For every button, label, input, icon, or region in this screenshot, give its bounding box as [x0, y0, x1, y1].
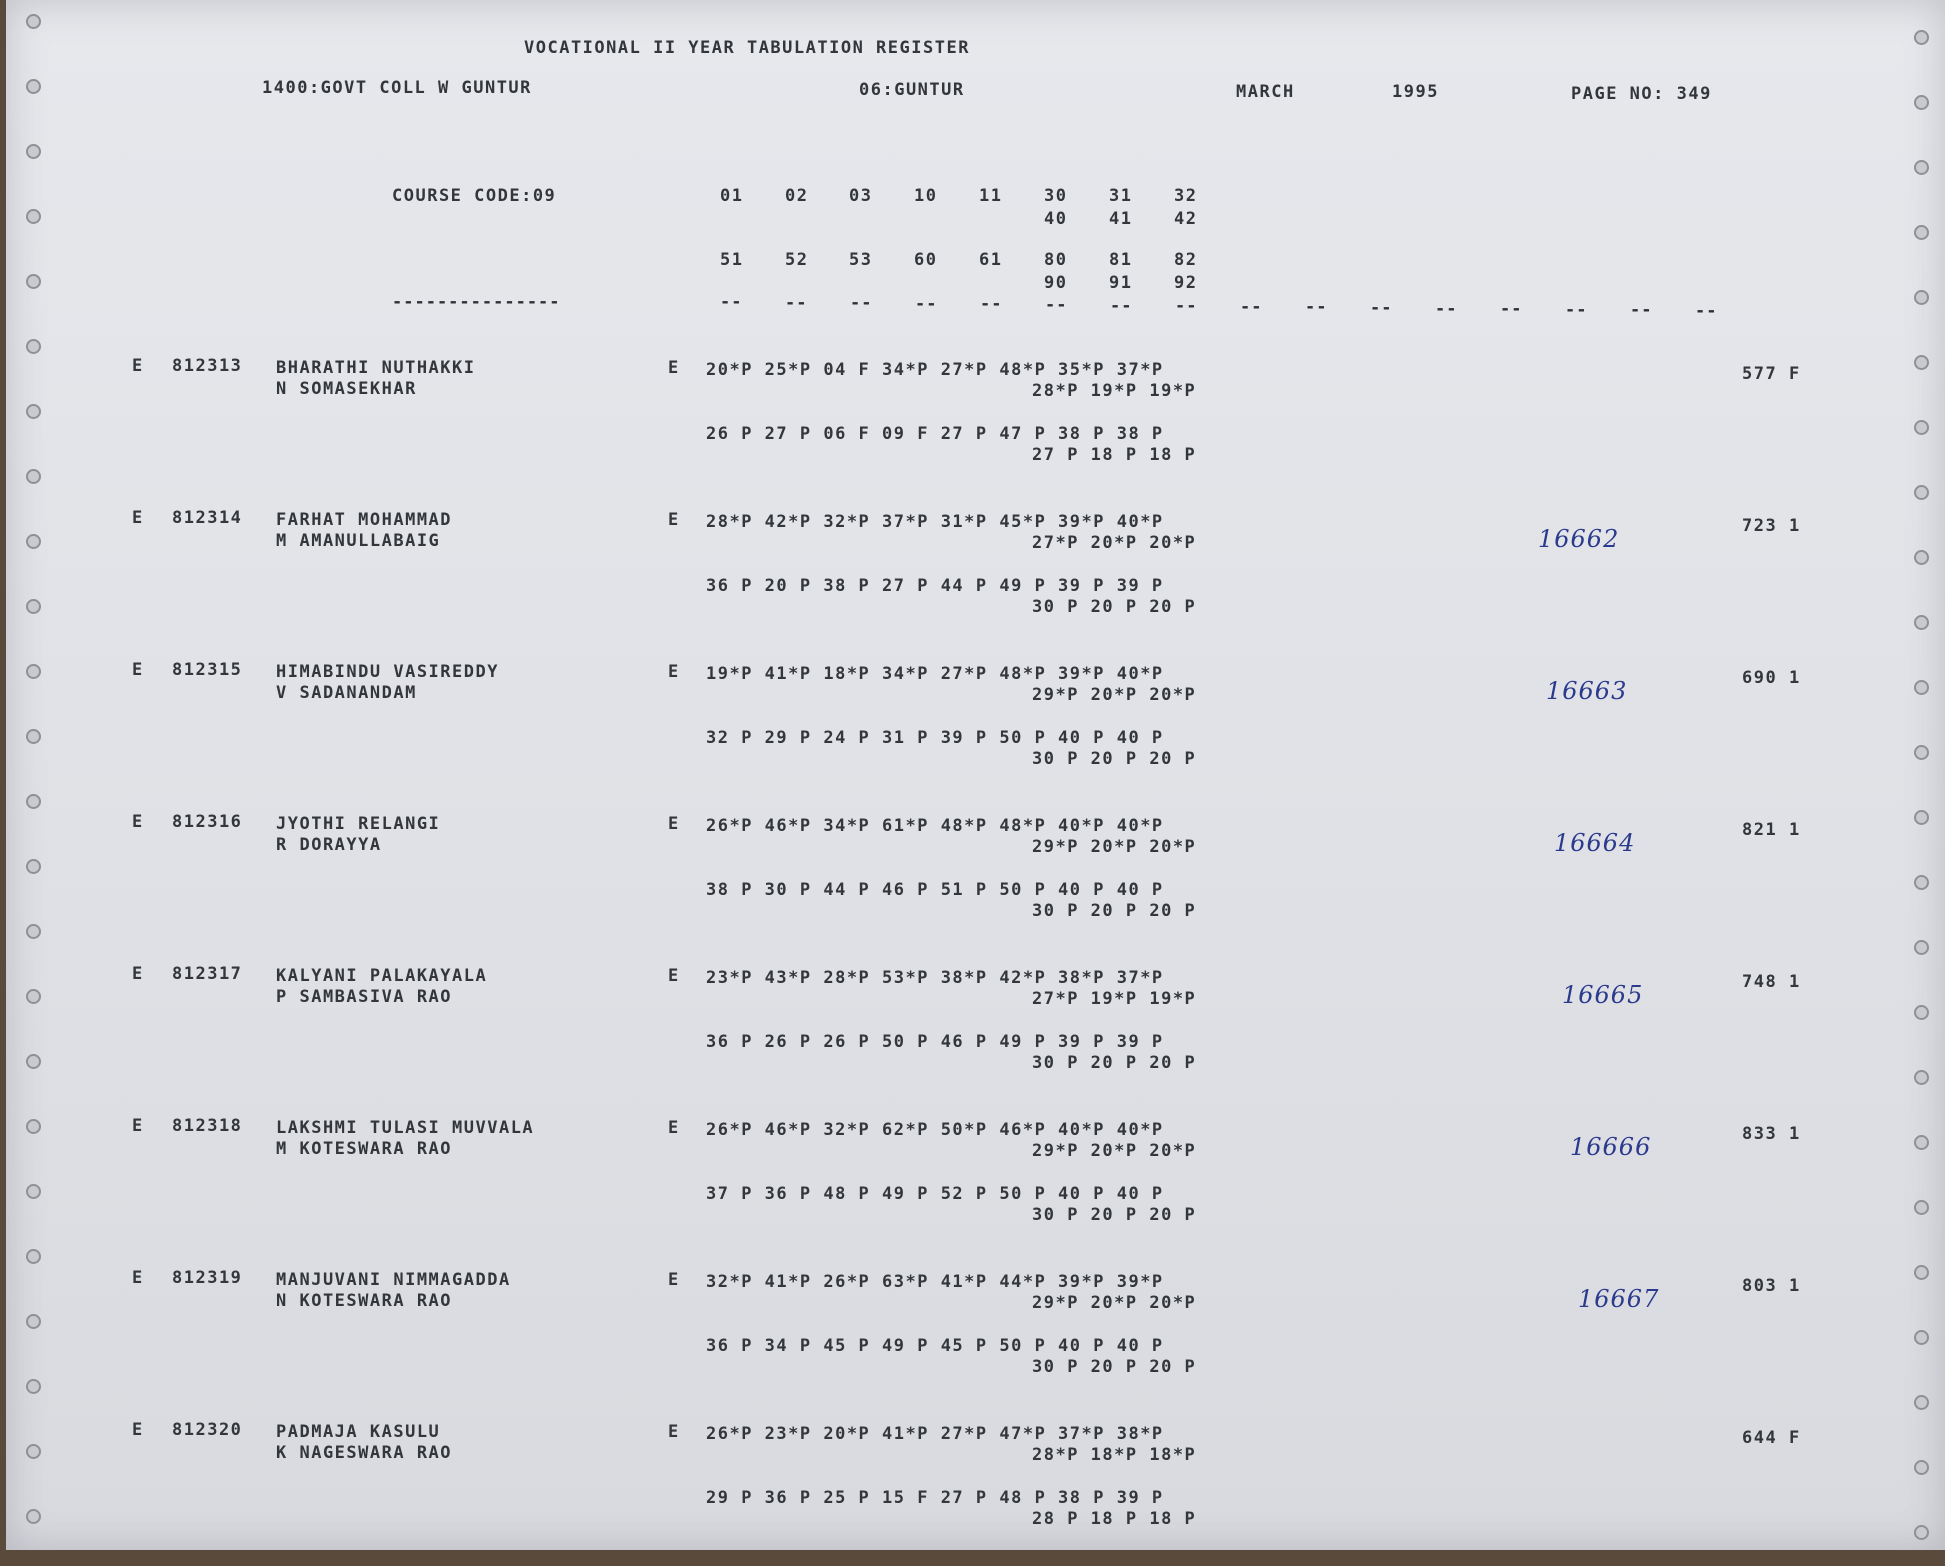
marks-part2-extra: 30 P 20 P 20 P	[1032, 1205, 1197, 1225]
column-rule: --	[1175, 296, 1198, 316]
total-result: 748 1	[1742, 972, 1801, 992]
feed-hole	[26, 404, 41, 419]
roll-number: 812317	[172, 964, 243, 984]
feed-hole	[26, 1314, 41, 1329]
feed-hole	[1914, 225, 1929, 240]
exam-flag: E	[668, 1270, 680, 1290]
feed-hole	[1914, 420, 1929, 435]
marks-part2-extra: 30 P 20 P 20 P	[1032, 1357, 1197, 1377]
roll-number: 812314	[172, 508, 243, 528]
exam-flag: E	[668, 662, 680, 682]
subject-code: 91	[1109, 273, 1133, 293]
feed-hole	[1914, 1525, 1929, 1540]
marks-part1-extra: 29*P 20*P 20*P	[1032, 837, 1197, 857]
feed-hole	[26, 79, 41, 94]
roll-number: 812318	[172, 1116, 243, 1136]
subject-code: 92	[1174, 273, 1198, 293]
parent-name: K NAGESWARA RAO	[276, 1443, 453, 1463]
column-rule: --	[1110, 296, 1133, 316]
marks-part2: 38 P 30 P 44 P 46 P 51 P 50 P 40 P 40 P	[706, 880, 1164, 900]
marks-part1: 23*P 43*P 28*P 53*P 38*P 42*P 38*P 37*P	[706, 968, 1164, 988]
subject-code: 32	[1174, 186, 1198, 206]
feed-hole	[26, 989, 41, 1004]
column-rule: --	[1045, 295, 1068, 315]
student-name: KALYANI PALAKAYALA	[276, 966, 488, 986]
subject-code: 10	[914, 186, 938, 206]
total-result: 723 1	[1742, 516, 1801, 536]
marks-part2-extra: 28 P 18 P 18 P	[1032, 1509, 1197, 1529]
subject-code: 53	[849, 250, 873, 270]
exam-year: 1995	[1392, 82, 1439, 102]
column-rule: --	[915, 294, 938, 314]
feed-hole	[1914, 1330, 1929, 1345]
feed-hole	[26, 664, 41, 679]
feed-hole	[1914, 290, 1929, 305]
feed-hole	[26, 274, 41, 289]
handwritten-serial: 16666	[1570, 1133, 1652, 1161]
feed-hole	[26, 534, 41, 549]
handwritten-serial: 16663	[1546, 677, 1628, 705]
student-name: PADMAJA KASULU	[276, 1422, 441, 1442]
column-rule: --	[1240, 297, 1263, 317]
roll-number: 812319	[172, 1268, 243, 1288]
column-rule: --	[1305, 297, 1328, 317]
marks-part1-extra: 27*P 19*P 19*P	[1032, 989, 1197, 1009]
total-result: 833 1	[1742, 1124, 1801, 1144]
marks-part1-extra: 28*P 19*P 19*P	[1032, 381, 1197, 401]
feed-hole	[1914, 1395, 1929, 1410]
column-rule: --	[785, 293, 808, 313]
record-type: E	[132, 1116, 144, 1136]
parent-name: R DORAYYA	[276, 835, 382, 855]
feed-hole	[1914, 1460, 1929, 1475]
marks-part2-extra: 30 P 20 P 20 P	[1032, 597, 1197, 617]
marks-part1-extra: 29*P 20*P 20*P	[1032, 685, 1197, 705]
handwritten-serial: 16664	[1554, 829, 1636, 857]
record-type: E	[132, 1268, 144, 1288]
student-name: LAKSHMI TULASI MUVVALA	[276, 1118, 535, 1138]
parent-name: V SADANANDAM	[276, 683, 417, 703]
marks-part1-extra: 27*P 20*P 20*P	[1032, 533, 1197, 553]
feed-hole	[26, 794, 41, 809]
feed-hole	[26, 469, 41, 484]
marks-part2: 26 P 27 P 06 F 09 F 27 P 47 P 38 P 38 P	[706, 424, 1164, 444]
roll-number: 812320	[172, 1420, 243, 1440]
exam-flag: E	[668, 966, 680, 986]
feed-hole	[26, 1119, 41, 1134]
feed-hole	[26, 209, 41, 224]
marks-part1-extra: 29*P 20*P 20*P	[1032, 1293, 1197, 1313]
marks-part1: 32*P 41*P 26*P 63*P 41*P 44*P 39*P 39*P	[706, 1272, 1164, 1292]
marks-part1-extra: 28*P 18*P 18*P	[1032, 1445, 1197, 1465]
marks-part2: 29 P 36 P 25 P 15 F 27 P 48 P 38 P 39 P	[706, 1488, 1164, 1508]
marks-part2-extra: 30 P 20 P 20 P	[1032, 749, 1197, 769]
subject-code: 01	[720, 186, 744, 206]
student-name: JYOTHI RELANGI	[276, 814, 441, 834]
subject-code: 11	[979, 186, 1003, 206]
feed-hole	[26, 599, 41, 614]
record-type: E	[132, 964, 144, 984]
feed-hole	[1914, 550, 1929, 565]
feed-hole	[1914, 160, 1929, 175]
exam-flag: E	[668, 814, 680, 834]
marks-part1: 28*P 42*P 32*P 37*P 31*P 45*P 39*P 40*P	[706, 512, 1164, 532]
exam-month: MARCH	[1236, 82, 1295, 102]
parent-name: N KOTESWARA RAO	[276, 1291, 453, 1311]
total-result: 821 1	[1742, 820, 1801, 840]
marks-part2-extra: 30 P 20 P 20 P	[1032, 1053, 1197, 1073]
subject-code: 90	[1044, 273, 1068, 293]
record-type: E	[132, 1420, 144, 1440]
subject-code: 61	[979, 250, 1003, 270]
feed-hole	[1914, 940, 1929, 955]
roll-number: 812315	[172, 660, 243, 680]
record-type: E	[132, 508, 144, 528]
feed-hole	[1914, 95, 1929, 110]
feed-hole	[1914, 875, 1929, 890]
subject-code: 41	[1109, 209, 1133, 229]
marks-part2: 36 P 26 P 26 P 50 P 46 P 49 P 39 P 39 P	[706, 1032, 1164, 1052]
feed-hole	[26, 859, 41, 874]
feed-hole	[26, 924, 41, 939]
subject-code: 82	[1174, 250, 1198, 270]
marks-part2: 36 P 20 P 38 P 27 P 44 P 49 P 39 P 39 P	[706, 576, 1164, 596]
feed-hole	[26, 14, 41, 29]
subject-code: 51	[720, 250, 744, 270]
handwritten-serial: 16665	[1562, 981, 1644, 1009]
marks-part2-extra: 30 P 20 P 20 P	[1032, 901, 1197, 921]
record-type: E	[132, 660, 144, 680]
feed-hole	[26, 1509, 41, 1524]
feed-hole	[26, 1184, 41, 1199]
feed-hole	[1914, 1070, 1929, 1085]
marks-part2: 36 P 34 P 45 P 49 P 45 P 50 P 40 P 40 P	[706, 1336, 1164, 1356]
feed-hole	[1914, 810, 1929, 825]
subject-code: 52	[785, 250, 809, 270]
feed-hole	[1914, 745, 1929, 760]
column-rule: --	[1370, 298, 1393, 318]
feed-hole	[26, 339, 41, 354]
subject-code: 02	[785, 186, 809, 206]
page-number: PAGE NO: 349	[1571, 84, 1712, 104]
subject-code: 60	[914, 250, 938, 270]
subject-code: 30	[1044, 186, 1068, 206]
total-result: 803 1	[1742, 1276, 1801, 1296]
column-rule: --	[1500, 299, 1523, 319]
feed-hole	[1914, 1200, 1929, 1215]
record-type: E	[132, 356, 144, 376]
feed-hole	[1914, 485, 1929, 500]
exam-flag: E	[668, 358, 680, 378]
feed-hole	[1914, 30, 1929, 45]
roll-number: 812316	[172, 812, 243, 832]
course-code-label: COURSE CODE:09	[392, 186, 557, 206]
feed-hole	[1914, 1265, 1929, 1280]
parent-name: M KOTESWARA RAO	[276, 1139, 453, 1159]
marks-part1: 20*P 25*P 04 F 34*P 27*P 48*P 35*P 37*P	[706, 360, 1164, 380]
register-title: VOCATIONAL II YEAR TABULATION REGISTER	[524, 38, 970, 58]
roll-number: 812313	[172, 356, 243, 376]
parent-name: M AMANULLABAIG	[276, 531, 441, 551]
column-rule: --	[1565, 300, 1588, 320]
feed-hole	[26, 1054, 41, 1069]
handwritten-serial: 16662	[1538, 525, 1620, 553]
column-rule: --	[850, 293, 873, 313]
feed-hole	[26, 1249, 41, 1264]
feed-hole	[26, 729, 41, 744]
marks-part2: 37 P 36 P 48 P 49 P 52 P 50 P 40 P 40 P	[706, 1184, 1164, 1204]
tabulation-register-sheet	[6, 0, 1945, 1550]
parent-name: P SAMBASIVA RAO	[276, 987, 453, 1007]
parent-name: N SOMASEKHAR	[276, 379, 417, 399]
column-rule: --	[1695, 301, 1718, 321]
feed-hole	[1914, 615, 1929, 630]
subject-code: 40	[1044, 209, 1068, 229]
subject-code: 81	[1109, 250, 1133, 270]
student-name: BHARATHI NUTHAKKI	[276, 358, 476, 378]
total-result: 644 F	[1742, 1428, 1801, 1448]
exam-flag: E	[668, 1422, 680, 1442]
marks-part2-extra: 27 P 18 P 18 P	[1032, 445, 1197, 465]
marks-part2: 32 P 29 P 24 P 31 P 39 P 50 P 40 P 40 P	[706, 728, 1164, 748]
exam-flag: E	[668, 1118, 680, 1138]
feed-hole	[26, 1379, 41, 1394]
total-result: 690 1	[1742, 668, 1801, 688]
student-name: FARHAT MOHAMMAD	[276, 510, 453, 530]
feed-hole	[1914, 355, 1929, 370]
feed-hole	[26, 1444, 41, 1459]
marks-part1: 26*P 46*P 34*P 61*P 48*P 48*P 40*P 40*P	[706, 816, 1164, 836]
total-result: 577 F	[1742, 364, 1801, 384]
exam-flag: E	[668, 510, 680, 530]
subject-code: 42	[1174, 209, 1198, 229]
column-rule: --	[720, 292, 743, 312]
feed-hole	[1914, 680, 1929, 695]
feed-hole	[26, 144, 41, 159]
column-rule: --	[980, 294, 1003, 314]
subject-code: 03	[849, 186, 873, 206]
column-rule: --	[1435, 299, 1458, 319]
feed-hole	[1914, 1135, 1929, 1150]
student-name: HIMABINDU VASIREDDY	[276, 662, 499, 682]
district-code: 06:GUNTUR	[859, 80, 965, 100]
column-rule: --	[1630, 300, 1653, 320]
marks-part1: 26*P 23*P 20*P 41*P 27*P 47*P 37*P 38*P	[706, 1424, 1164, 1444]
handwritten-serial: 16667	[1578, 1285, 1660, 1313]
record-type: E	[132, 812, 144, 832]
college-code: 1400:GOVT COLL W GUNTUR	[262, 78, 532, 98]
subject-code: 80	[1044, 250, 1068, 270]
marks-part1-extra: 29*P 20*P 20*P	[1032, 1141, 1197, 1161]
student-name: MANJUVANI NIMMAGADDA	[276, 1270, 511, 1290]
subject-code: 31	[1109, 186, 1133, 206]
marks-part1: 19*P 41*P 18*P 34*P 27*P 48*P 39*P 40*P	[706, 664, 1164, 684]
marks-part1: 26*P 46*P 32*P 62*P 50*P 46*P 40*P 40*P	[706, 1120, 1164, 1140]
feed-hole	[1914, 1005, 1929, 1020]
header-rule-long: ---------------	[392, 292, 561, 312]
